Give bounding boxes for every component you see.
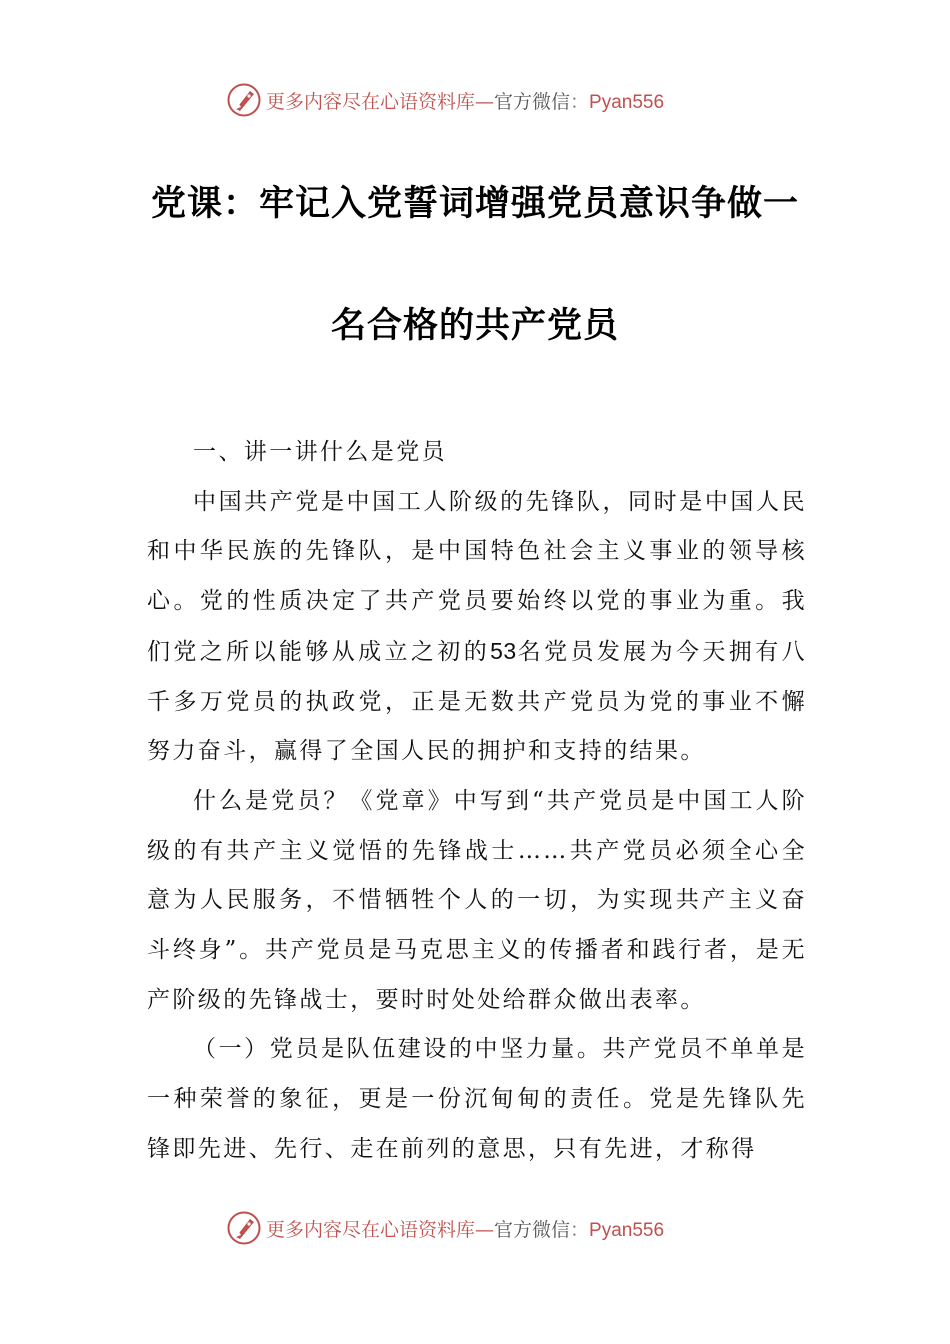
paragraph-1 xyxy=(147,478,807,777)
watermark-main: 更多内容尽在心语资料库 xyxy=(266,1218,476,1241)
paragraph-2: 什么是党员？《党章》中写到“共产党员是中国工人阶级的有共产主义觉悟的先锋战士……共产党员必须全心全意为人民服务，不惜牺牲个人的一切，为实现共产主义奋斗终身”。共产党员是马克思主义的传播者和践行者，是无产阶级的先锋战士，要时时处处给群众做出表率。 xyxy=(147,787,807,1013)
section-heading: 一、讲一讲什么是党员 xyxy=(193,439,447,465)
watermark-banner-top xyxy=(226,80,664,120)
paragraph-3: （一）党员是队伍建设的中坚力量。共产党员不单单是一种荣誉的象征，更是一份沉甸甸的责任。党是先锋队先锋即先进、先行、走在前列的意思，只有先进，才称得 xyxy=(147,1036,807,1162)
paragraph-1-number: 53 xyxy=(490,637,517,664)
pen-nib-circle-icon xyxy=(226,1210,262,1246)
document-body xyxy=(147,428,807,1175)
document-title-line1: 党课：牢记入党誓词增强党员意识争做一 xyxy=(150,183,799,224)
document-title-line2: 名合格的共产党员 xyxy=(330,305,619,346)
watermark-colon: ： xyxy=(570,90,590,113)
watermark-text xyxy=(266,1215,664,1242)
watermark-account: Pyan556 xyxy=(589,91,665,113)
paragraph-1-part-b: 名党员发展为今天拥有八千多万党员的执政党，正是无数共产党员为党的事业不懈努力奋斗，赢得了全国人民的拥护和支持的结果。 xyxy=(147,638,807,765)
watermark-text xyxy=(266,87,664,114)
watermark-label: 官方微信 xyxy=(494,90,571,113)
watermark-dash: — xyxy=(475,1218,495,1241)
watermark-main: 更多内容尽在心语资料库 xyxy=(266,90,476,113)
watermark-banner-bottom xyxy=(226,1208,664,1248)
watermark-account: Pyan556 xyxy=(589,1219,665,1241)
pen-nib-circle-icon xyxy=(226,82,262,118)
watermark-dash: — xyxy=(475,90,495,113)
paragraph-1-part-a: 中国共产党是中国工人阶级的先锋队，同时是中国人民和中华民族的先锋队，是中国特色社会主义事业的领导核心。党的性质决定了共产党员要始终以党的事业为重。我们党之所以能够从成立之初的 xyxy=(147,488,807,665)
watermark-colon: ： xyxy=(570,1218,590,1241)
watermark-label: 官方微信 xyxy=(494,1218,571,1241)
